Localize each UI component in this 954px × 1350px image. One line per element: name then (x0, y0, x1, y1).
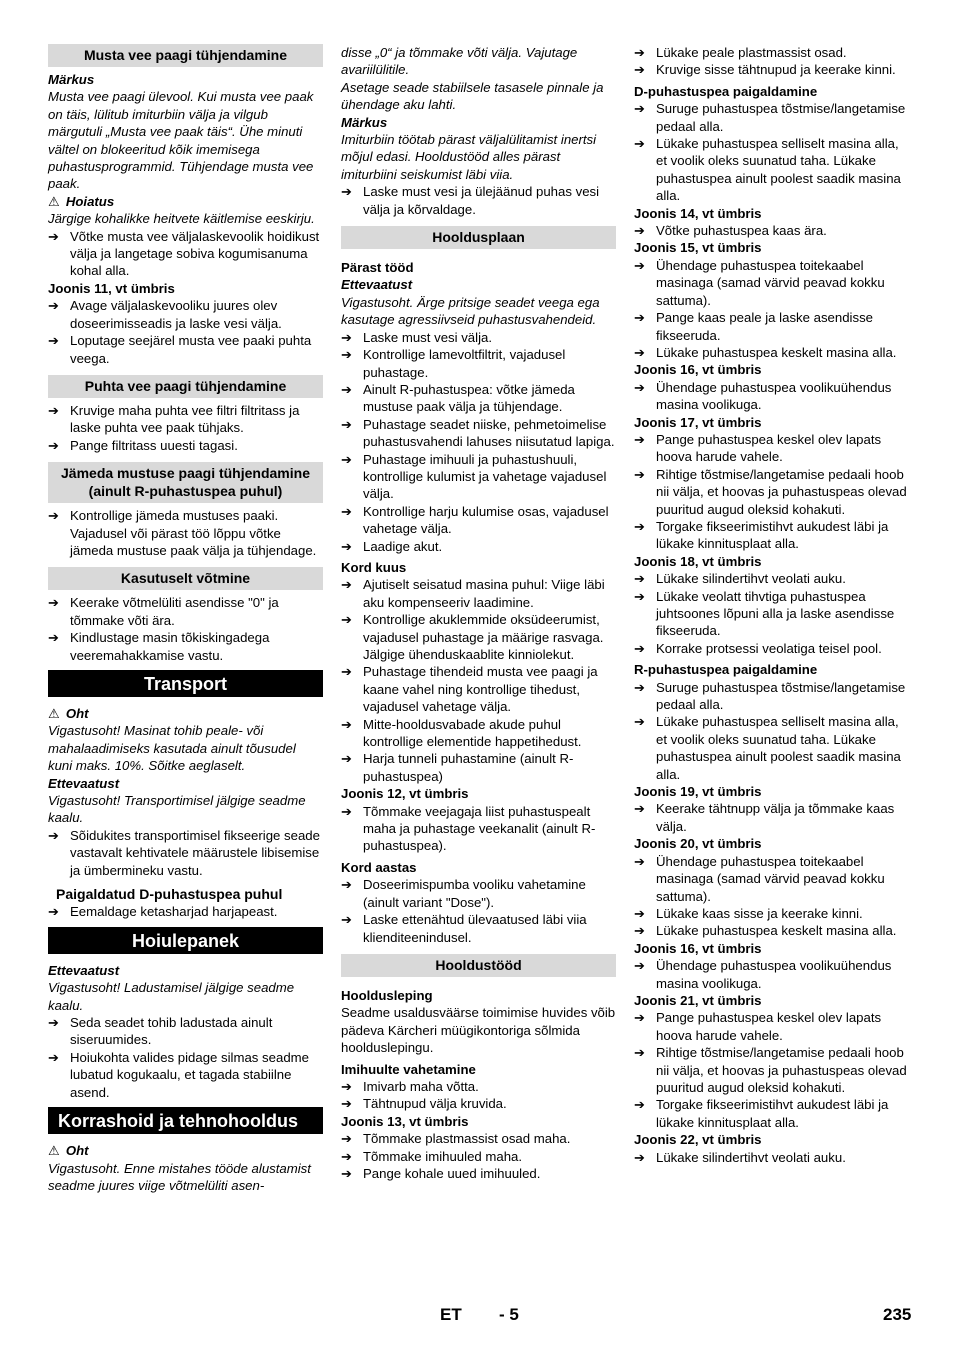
instruction-step: ➔ Lükake silindertihvt veolati auku. (634, 571, 846, 587)
arrow-right-icon: ➔ (48, 437, 59, 453)
arrow-right-icon: ➔ (634, 801, 645, 817)
instruction-step: ➔ Laske must vesi välja. (341, 329, 492, 345)
danger-text-continued: disse „0“ ja tõmmake võti välja. Vajutage avariilülitile. (341, 45, 578, 78)
instruction-step: ➔ Lükake kaas sisse ja keerake kinni. (634, 905, 863, 921)
warning-triangle-icon: ⚠ (48, 193, 60, 209)
instruction-step: ➔ Keerake tähtnupp välja ja tõmmake kaas välja. (634, 801, 895, 834)
arrow-right-icon: ➔ (48, 595, 59, 611)
instruction-step: ➔ Doseerimispumba vooliku vahetamine (ainult variant "Dose"). (341, 877, 586, 910)
column-2 (341, 44, 616, 1182)
local-page-number: - 5 (499, 1305, 519, 1324)
instruction-step: ➔ Ühendage puhastuspea voolikuühendus masina voolikuga. (634, 379, 892, 413)
subheading: D-puhastuspea paigaldamine (634, 83, 818, 99)
arrow-right-icon: ➔ (634, 431, 645, 447)
arrow-right-icon: ➔ (341, 503, 352, 519)
instruction-step: ➔ Kontrollige lamevoltfiltrit, vajadusel puhastage. (341, 347, 566, 380)
instruction-step: ➔ Seda seadet tohib ladustada ainult siseruumides. (48, 1015, 273, 1048)
instruction-step: ➔ Mitte-hooldusvabade akude puhul kontrollige elementide happetihedust. (341, 716, 582, 750)
arrow-right-icon: ➔ (341, 664, 352, 680)
arrow-right-icon: ➔ (341, 1148, 352, 1164)
instruction-step: ➔ Loputage seejärel musta vee paaki puhta veega. (48, 333, 312, 366)
arrow-right-icon: ➔ (341, 1078, 352, 1094)
arrow-right-icon: ➔ (634, 1045, 645, 1061)
caution-text: Vigastusoht! Transportimisel jälgige seadme kaalu. (48, 793, 306, 826)
arrow-right-icon: ➔ (634, 905, 645, 921)
warning-triangle-icon: ⚠ (48, 705, 60, 721)
subheading: Pärast tööd (341, 260, 414, 276)
figure-ref: Joonis 14, vt ümbris (634, 205, 762, 221)
instruction-step: ➔ Rihtige tõstmise/langetamise pedaali hoob nii välja, et hoovas ja puhastuspeas olevad puuritud augud oleksid kohakuti. (634, 466, 907, 517)
arrow-right-icon: ➔ (341, 716, 352, 732)
subheading: Imihuulte vahetamine (341, 1061, 476, 1077)
figure-ref: Joonis 21, vt ümbris (634, 992, 762, 1008)
arrow-right-icon: ➔ (634, 679, 645, 695)
arrow-right-icon: ➔ (48, 1015, 59, 1031)
arrow-right-icon: ➔ (634, 257, 645, 273)
arrow-right-icon: ➔ (341, 381, 352, 397)
arrow-right-icon: ➔ (341, 329, 352, 345)
arrow-right-icon: ➔ (341, 347, 352, 363)
arrow-right-icon: ➔ (634, 588, 645, 604)
figure-ref: Joonis 20, vt ümbris (634, 836, 762, 852)
note-label: Märkus (48, 72, 95, 87)
instruction-step: ➔ Laske ettenähtud ülevaatused läbi viia klienditeenindusel. (341, 912, 587, 945)
arrow-right-icon: ➔ (634, 310, 645, 326)
arrow-right-icon: ➔ (341, 416, 352, 432)
instruction-step: ➔ Lükake silindertihvt veolati auku. (634, 1149, 846, 1165)
caution-label: Ettevaatust (341, 277, 413, 293)
figure-ref: Joonis 13, vt ümbris (341, 1113, 469, 1129)
arrow-right-icon: ➔ (341, 803, 352, 819)
instruction-step: ➔ Tõmmake imihuuled maha. (341, 1148, 523, 1164)
instruction-step: ➔ Lükake veolatt tihvtiga puhastuspea juhtsoones lõpuni alla ja laske asendisse fikseeruda. (634, 588, 895, 639)
body-text: Seadme usaldusväärse toimimise huvides võib pädeva Kärcheri müügikontoriga sõlmida hoolduslepingu. (341, 1005, 616, 1056)
figure-ref: Joonis 11, vt ümbris (48, 280, 175, 296)
instruction-step: ➔ Kontrollige akuklemmide oksüdeerumist, vajadusel puhastage ja määrige rasvaga. Jälgige ühenduskaablite kinniolekut. (341, 612, 604, 662)
section-heading: Musta vee paagi tühjendamine (48, 44, 323, 67)
section-heading: Jämeda mustuse paagi tühjendamine (ainult R-puhastuspea puhul) (48, 462, 323, 503)
arrow-right-icon: ➔ (48, 630, 59, 646)
arrow-right-icon: ➔ (634, 714, 645, 730)
arrow-right-icon: ➔ (341, 751, 352, 767)
instruction-step: ➔ Pange puhastuspea keskel olev lapats hoova harude vahele. (634, 1010, 882, 1043)
instruction-step: ➔ Kindlustage masin tõkiskingadega veeremahakkamise vastu. (48, 630, 270, 663)
arrow-right-icon: ➔ (48, 298, 59, 314)
figure-ref: Joonis 16, vt ümbris (634, 362, 762, 378)
instruction-step: ➔ Ühendage puhastuspea toitekaabel masinaga (samad värvid peavad kokku sattuma). (634, 853, 885, 904)
figure-ref: Joonis 12, vt ümbris (341, 786, 469, 802)
instruction-step: ➔ Torgake fikseerimistihvt aukudest läbi ja lükake kinnitusplaat alla. (634, 518, 889, 552)
instruction-step: ➔ Võtke puhastuspea kaas ära. (634, 223, 827, 239)
warning-triangle-icon: ⚠ (48, 1143, 60, 1159)
instruction-step: ➔ Ajutiselt seisatud masina puhul: Viige läbi aku kompenseeriv laadimine. (341, 577, 605, 610)
instruction-step: ➔ Torgake fikseerimistihvt aukudest läbi ja lükake kinnitusplaat alla. (634, 1097, 889, 1130)
arrow-right-icon: ➔ (341, 912, 352, 928)
language-code: ET (440, 1305, 462, 1324)
instruction-step: ➔ Puhastage seadet niiske, pehmetoimelise puhastusvahendi lahuses niisutatud lapiga. (341, 416, 615, 450)
page-number: 235 (883, 1305, 912, 1324)
figure-ref: Joonis 17, vt ümbris (634, 414, 762, 430)
arrow-right-icon: ➔ (634, 571, 645, 587)
instruction-step: ➔ Pange puhastuspea keskel olev lapats hoova harude vahele. (634, 431, 882, 465)
arrow-right-icon: ➔ (341, 184, 352, 200)
warning-text: Järgige kohalikke heitvete käitlemise eeskirju. (48, 211, 315, 227)
instruction-step: ➔ Lükake peale plastmassist osad. (634, 45, 847, 60)
figure-ref: Joonis 18, vt ümbris (634, 553, 762, 569)
subheading: Kord kuus (341, 559, 407, 575)
arrow-right-icon: ➔ (341, 451, 352, 467)
subheading: Hooldusleping (341, 987, 433, 1003)
note-text: Imiturbiin töötab pärast väljalülitamist inertsi mõjul edasi. Hooldustööd alles pärast imiturbiini seiskumist läbi viia. (341, 132, 597, 182)
instruction-step: ➔ Laske must vesi ja ülejäänud puhas vesi välja ja kõrvaldage. (341, 184, 600, 217)
instruction-step: ➔ Eemaldage ketasharjad harjapeast. (48, 904, 278, 920)
danger-text: Vigastusoht! Masinat tohib peale- või mahalaadimiseks kasutada ainult tõusudel kuni maks. 10%. Sõitke aeglaselt. (48, 723, 296, 774)
arrow-right-icon: ➔ (634, 379, 645, 395)
arrow-right-icon: ➔ (341, 612, 352, 628)
figure-ref: Joonis 15, vt ümbris (634, 240, 762, 256)
arrow-right-icon: ➔ (341, 1165, 352, 1181)
instruction-step: ➔ Pange kaas peale ja laske asendisse fikseeruda. (634, 310, 874, 343)
arrow-right-icon: ➔ (341, 877, 352, 893)
instruction-step: ➔ Tähtnupud välja kruvida. (341, 1096, 507, 1112)
instruction-step: ➔ Lükake puhastuspea selliselt masina alla, et voolik oleks suunatud taha. Lükake puhastuspea ainult poolest saadik masina alla. (634, 714, 901, 782)
instruction-step: ➔ Lükake puhastuspea selliselt masina alla, et voolik oleks suunatud taha. Lükake puhastuspea ainult poolest saadik masina alla. (634, 136, 901, 204)
danger-label: ⚠ Oht (48, 1143, 89, 1159)
instruction-step: ➔ Lükake puhastuspea keskelt masina alla. (634, 923, 897, 939)
subheading: Kord aastas (341, 859, 417, 875)
instruction-step: ➔ Lükake puhastuspea keskelt masina alla. (634, 344, 897, 360)
instruction-step: ➔ Avage väljalaskevooliku juures olev doseerimisseadis ja laske vesi välja. (48, 298, 282, 331)
instruction-step: ➔ Sõidukites transportimisel fikseerige seade vastavalt kehtivatele määrustele libisemise ja ümbermineku vastu. (48, 827, 320, 878)
instruction-step: ➔ Suruge puhastuspea tõstmise/langetamise pedaal alla. (634, 101, 906, 134)
arrow-right-icon: ➔ (634, 223, 645, 239)
arrow-right-icon: ➔ (634, 101, 645, 117)
instruction-step: ➔ Harja tunneli puhastamine (ainult R-puhastuspea) (341, 751, 574, 784)
chapter-heading: Transport (48, 670, 323, 697)
instruction-step: ➔ Puhastage imihuuli ja puhastushuuli, kontrollige kulumist ja vahetage vajadusel välja. (341, 451, 607, 502)
column-3 (634, 44, 909, 1166)
arrow-right-icon: ➔ (634, 853, 645, 869)
instruction-step: ➔ Võtke musta vee väljalaskevoolik hoidikust välja ja langetage sobiva kogumisanuma kohal alla. (48, 228, 320, 279)
arrow-right-icon: ➔ (634, 62, 645, 78)
instruction-step: ➔ Ühendage puhastuspea toitekaabel masinaga (samad värvid peavad kokku sattuma). (634, 257, 885, 308)
arrow-right-icon: ➔ (634, 640, 645, 656)
instruction-step: ➔ Pange filtritass uuesti tagasi. (48, 437, 238, 453)
section-heading: Puhta vee paagi tühjendamine (48, 375, 323, 398)
arrow-right-icon: ➔ (634, 45, 645, 60)
arrow-right-icon: ➔ (48, 333, 59, 349)
arrow-right-icon: ➔ (634, 344, 645, 360)
arrow-right-icon: ➔ (48, 1049, 59, 1065)
instruction-step: ➔ Suruge puhastuspea tõstmise/langetamise pedaal alla. (634, 679, 906, 713)
chapter-heading: Hoiulepanek (48, 927, 323, 954)
caution-label: Ettevaatust (48, 962, 120, 978)
section-heading: Hooldustööd (341, 954, 616, 977)
caution-label: Ettevaatust (48, 775, 120, 791)
danger-label: ⚠ Oht (48, 705, 89, 721)
instruction-step: ➔ Imivarb maha võtta. (341, 1078, 479, 1094)
instruction-step: ➔ Tõmmake plastmassist osad maha. (341, 1131, 571, 1147)
instruction-step: ➔ Pange kohale uued imihuuled. (341, 1165, 541, 1181)
arrow-right-icon: ➔ (341, 1096, 352, 1112)
arrow-right-icon: ➔ (48, 904, 59, 920)
arrow-right-icon: ➔ (341, 1131, 352, 1147)
danger-text: Vigastusoht. Enne mistahes tööde alustamist seadme juures viige võtmelüliti asen- (48, 1160, 311, 1193)
note-text: Musta vee paagi ülevool. Kui musta vee paak on täis, lülitub imiturbiin välja ja vilgub märgutuli „Musta vee paak täis“. Ühe minuti vältel on blokeeritud kõik imemisega puhastusprogrammid. Tühjendage musta vee paak. (48, 89, 314, 192)
arrow-right-icon: ➔ (634, 466, 645, 482)
section-heading: Kasutuselt võtmine (48, 567, 323, 590)
arrow-right-icon: ➔ (48, 508, 59, 524)
instruction-step: ➔ Ainult R-puhastuspea: võtke jämeda mustuse paak välja ja tühjendage. (341, 381, 575, 415)
arrow-right-icon: ➔ (634, 1097, 645, 1113)
instruction-step: ➔ Korrake protsessi veolatiga teisel pool. (634, 640, 882, 656)
arrow-right-icon: ➔ (48, 402, 59, 418)
arrow-right-icon: ➔ (634, 1010, 645, 1026)
figure-ref: Joonis 22, vt ümbris (634, 1132, 762, 1148)
arrow-right-icon: ➔ (634, 958, 645, 974)
instruction-step: ➔ Tõmmake veejagaja liist puhastuspealt maha ja puhastage veekanalit (ainult R-puhastuspea). (341, 803, 596, 854)
arrow-right-icon: ➔ (341, 577, 352, 593)
subheading: R-puhastuspea paigaldamine (634, 662, 818, 678)
section-heading: Hooldusplaan (341, 226, 616, 249)
instruction-step: ➔ Kruvige maha puhta vee filtri filtritass ja laske puhta vee paak tühjaks. (48, 402, 300, 436)
page-footer (0, 1306, 954, 1330)
figure-ref: Joonis 19, vt ümbris (634, 784, 762, 800)
column-1 (48, 44, 323, 1194)
instruction-step: ➔ Rihtige tõstmise/langetamise pedaali hoob nii välja, et hoovas ja puhastuspeas olevad puuritud augud oleksid kohakuti. (634, 1045, 907, 1095)
chapter-heading: Korrashoid ja tehnohooldus (48, 1107, 323, 1134)
instruction-step: ➔ Hoiukohta valides pidage silmas seadme lubatud kogukaalu, et tagada stabiilne asend. (48, 1049, 309, 1100)
arrow-right-icon: ➔ (48, 228, 59, 244)
arrow-right-icon: ➔ (341, 538, 352, 554)
subheading: Paigaldatud D-puhastuspea puhul (56, 886, 283, 903)
instruction-step: ➔ Kontrollige jämeda mustuses paaki. Vajadusel või pärast töö lõppu võtke jämeda mustuse paak välja ja tühjendage. (48, 508, 317, 558)
caution-text: Vigastusoht! Ladustamisel jälgige seadme kaalu. (48, 980, 295, 1013)
instruction-step: ➔ Keerake võtmelüliti asendisse "0" ja tõmmake võti ära. (48, 595, 279, 628)
figure-ref: Joonis 16, vt ümbris (634, 940, 762, 956)
instruction-step: ➔ Puhastage tihendeid musta vee paagi ja kaane vahel ning kontrollige tihedust, vajadusel vahetage välja. (341, 664, 598, 715)
note-label: Märkus (341, 114, 388, 130)
warning-label: ⚠ Hoiatus (48, 193, 115, 209)
instruction-step: ➔ Kontrollige harju kulumise osas, vajadusel vahetage välja. (341, 503, 609, 537)
instruction-step: ➔ Laadige akut. (341, 538, 443, 554)
arrow-right-icon: ➔ (634, 518, 645, 534)
arrow-right-icon: ➔ (634, 1149, 645, 1165)
arrow-right-icon: ➔ (634, 136, 645, 152)
caution-text: Vigastusoht. Ärge pritsige seadet veega ega kasutage agressiivseid puhastusvahendeid. (341, 294, 600, 328)
instruction-step: ➔ Kruvige sisse tähtnupud ja keerake kinni. (634, 62, 896, 78)
arrow-right-icon: ➔ (48, 827, 59, 843)
instruction-step: ➔ Ühendage puhastuspea voolikuühendus masina voolikuga. (634, 958, 892, 991)
danger-text-continued: Asetage seade stabiilsele tasasele pinnale ja ühendage aku lahti. (341, 79, 604, 113)
arrow-right-icon: ➔ (634, 923, 645, 939)
